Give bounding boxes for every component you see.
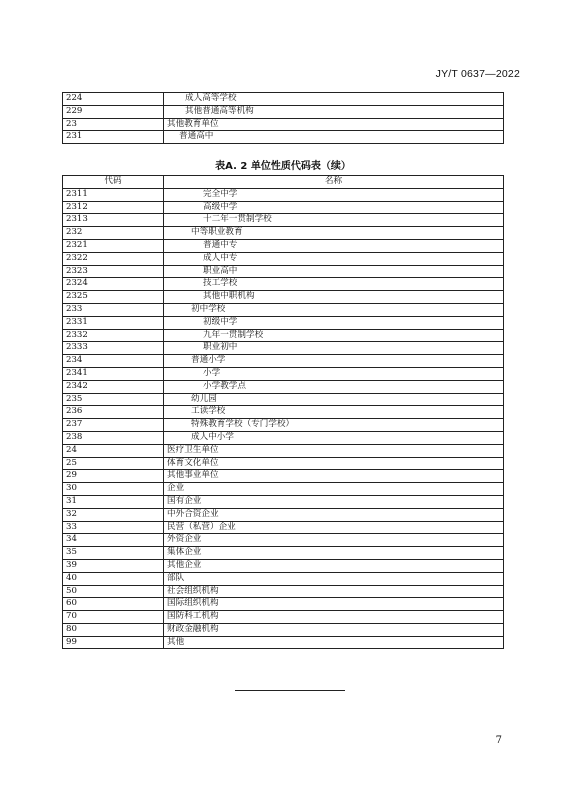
- name-cell: 职业初中: [164, 342, 504, 355]
- code-cell: 2321: [63, 239, 164, 252]
- name-cell: 小学教学点: [164, 380, 504, 393]
- code-cell: 2323: [63, 265, 164, 278]
- table-row: [63, 227, 504, 240]
- table-row: [63, 393, 504, 406]
- code-cell: 232: [63, 227, 164, 240]
- name-cell: 普通小学: [164, 355, 504, 368]
- table-row: [63, 611, 504, 624]
- name-cell: 十二年一贯制学校: [164, 214, 504, 227]
- code-cell: 29: [63, 470, 164, 483]
- code-cell: 25: [63, 457, 164, 470]
- code-cell: 50: [63, 585, 164, 598]
- code-cell: 229: [63, 105, 164, 118]
- code-cell: 39: [63, 559, 164, 572]
- table-row: [63, 329, 504, 342]
- name-cell: 其他企业: [164, 559, 504, 572]
- name-cell: 体育文化单位: [164, 457, 504, 470]
- table-row: [63, 444, 504, 457]
- name-cell: 医疗卫生单位: [164, 444, 504, 457]
- code-cell: 235: [63, 393, 164, 406]
- table-caption: 表A. 2 单位性质代码表（续）: [215, 161, 351, 172]
- name-cell: 小学: [164, 367, 504, 380]
- code-cell: 2333: [63, 342, 164, 355]
- code-cell: 31: [63, 495, 164, 508]
- name-cell: 九年一贯制学校: [164, 329, 504, 342]
- code-cell: 70: [63, 611, 164, 624]
- unit-nature-code-table: [62, 175, 504, 649]
- name-cell: 初中学校: [164, 303, 504, 316]
- table-header-row: [63, 176, 504, 189]
- name-cell: 民营（私营）企业: [164, 521, 504, 534]
- table-row: [63, 118, 504, 131]
- name-cell: 完全中学: [164, 188, 504, 201]
- table-row: [63, 316, 504, 329]
- top-table-body: [63, 93, 504, 144]
- table-row: [63, 252, 504, 265]
- name-cell: 成人中小学: [164, 431, 504, 444]
- table-row: [63, 547, 504, 560]
- name-cell: 普通高中: [164, 131, 504, 144]
- name-cell: 职业高中: [164, 265, 504, 278]
- name-cell: 社会组织机构: [164, 585, 504, 598]
- code-cell: 80: [63, 623, 164, 636]
- name-cell: 其他教育单位: [164, 118, 504, 131]
- table-row: [63, 623, 504, 636]
- table-row: [63, 585, 504, 598]
- table-row: [63, 483, 504, 496]
- table-row: [63, 291, 504, 304]
- table-row: [63, 470, 504, 483]
- name-cell: 初级中学: [164, 316, 504, 329]
- name-cell: 特殊教育学校（专门学校）: [164, 419, 504, 432]
- code-cell: 2313: [63, 214, 164, 227]
- name-cell: 其他中职机构: [164, 291, 504, 304]
- code-cell: 30: [63, 483, 164, 496]
- code-cell: 238: [63, 431, 164, 444]
- table-row: [63, 188, 504, 201]
- name-cell: 集体企业: [164, 547, 504, 560]
- table-row: [63, 534, 504, 547]
- table-row: [63, 201, 504, 214]
- table-row: [63, 303, 504, 316]
- table-row: [63, 636, 504, 649]
- table-row: [63, 431, 504, 444]
- main-table-body: [63, 188, 504, 649]
- code-cell: 32: [63, 508, 164, 521]
- name-cell: 中外合资企业: [164, 508, 504, 521]
- code-cell: 34: [63, 534, 164, 547]
- page-number: 7: [495, 735, 502, 746]
- name-cell: 其他: [164, 636, 504, 649]
- name-cell: 成人中专: [164, 252, 504, 265]
- table-row: [63, 508, 504, 521]
- table-row: [63, 559, 504, 572]
- name-cell: 中等职业教育: [164, 227, 504, 240]
- table-row: [63, 278, 504, 291]
- code-cell: 24: [63, 444, 164, 457]
- table-row: [63, 131, 504, 144]
- name-cell: 工读学校: [164, 406, 504, 419]
- name-cell: 财政金融机构: [164, 623, 504, 636]
- table-row: [63, 105, 504, 118]
- code-cell: 2322: [63, 252, 164, 265]
- table-row: [63, 214, 504, 227]
- name-cell: 其他事业单位: [164, 470, 504, 483]
- code-cell: 2342: [63, 380, 164, 393]
- code-cell: 35: [63, 547, 164, 560]
- code-cell: 2311: [63, 188, 164, 201]
- name-cell: 企业: [164, 483, 504, 496]
- header-name: 名称: [164, 176, 504, 189]
- table-row: [63, 495, 504, 508]
- code-cell: 2324: [63, 278, 164, 291]
- code-cell: 236: [63, 406, 164, 419]
- code-cell: 40: [63, 572, 164, 585]
- table-row: [63, 93, 504, 106]
- name-cell: 国防科工机构: [164, 611, 504, 624]
- name-cell: 成人高等学校: [164, 93, 504, 106]
- name-cell: 普通中专: [164, 239, 504, 252]
- table-row: [63, 342, 504, 355]
- end-of-table-line: [235, 690, 345, 691]
- code-cell: 233: [63, 303, 164, 316]
- table-row: [63, 265, 504, 278]
- code-cell: 33: [63, 521, 164, 534]
- table-row: [63, 598, 504, 611]
- table-row: [63, 406, 504, 419]
- code-cell: 23: [63, 118, 164, 131]
- standard-code: JY/T 0637—2022: [435, 68, 520, 80]
- name-cell: 高级中学: [164, 201, 504, 214]
- code-cell: 99: [63, 636, 164, 649]
- table-row: [63, 239, 504, 252]
- table-row: [63, 457, 504, 470]
- table-row: [63, 419, 504, 432]
- top-table-continuation: [62, 92, 504, 144]
- name-cell: 技工学校: [164, 278, 504, 291]
- code-cell: 231: [63, 131, 164, 144]
- name-cell: 幼儿园: [164, 393, 504, 406]
- table-row: [63, 355, 504, 368]
- code-cell: 234: [63, 355, 164, 368]
- code-cell: 224: [63, 93, 164, 106]
- code-cell: 2332: [63, 329, 164, 342]
- code-cell: 237: [63, 419, 164, 432]
- table-row: [63, 367, 504, 380]
- table-row: [63, 572, 504, 585]
- table-row: [63, 521, 504, 534]
- name-cell: 外资企业: [164, 534, 504, 547]
- name-cell: 国有企业: [164, 495, 504, 508]
- code-cell: 2312: [63, 201, 164, 214]
- header-code: 代码: [63, 176, 164, 189]
- name-cell: 国际组织机构: [164, 598, 504, 611]
- code-cell: 2331: [63, 316, 164, 329]
- table-row: [63, 380, 504, 393]
- code-cell: 2325: [63, 291, 164, 304]
- code-cell: 60: [63, 598, 164, 611]
- name-cell: 部队: [164, 572, 504, 585]
- name-cell: 其他普通高等机构: [164, 105, 504, 118]
- code-cell: 2341: [63, 367, 164, 380]
